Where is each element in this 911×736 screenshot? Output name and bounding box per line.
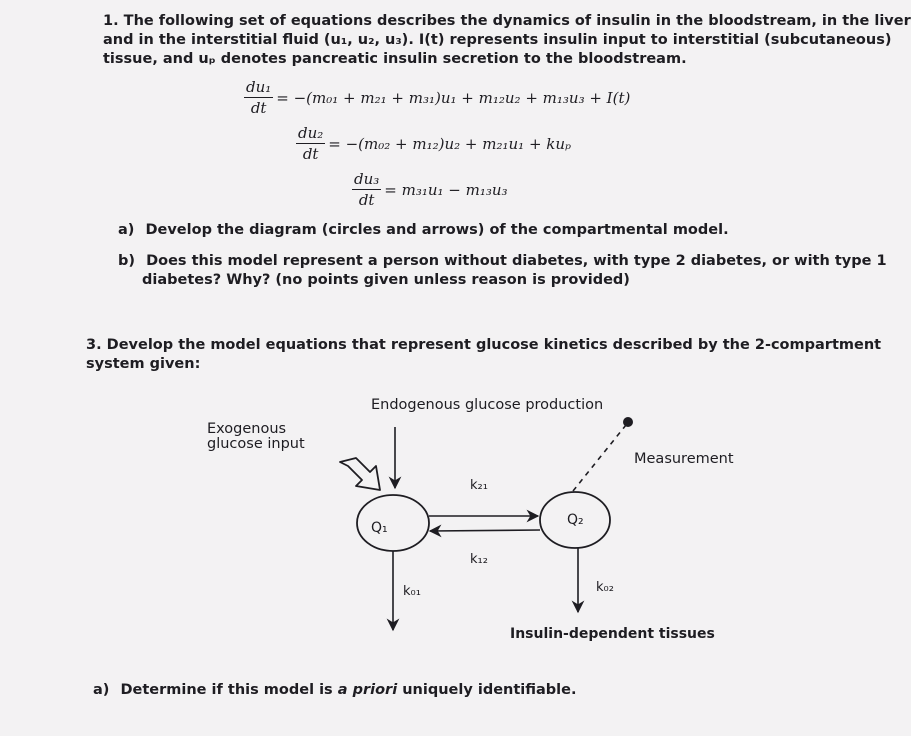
endogenous-label: Endogenous glucose production — [371, 397, 604, 413]
exogenous-input-arrow — [340, 458, 380, 490]
exogenous-label-line2: glucose input — [207, 436, 305, 452]
measurement-dot — [623, 417, 633, 427]
q1-number: 1. — [103, 13, 119, 29]
q3-part-a-italic: a priori — [337, 682, 398, 698]
q3-part-a-text-after: uniquely identifiable. — [397, 682, 577, 698]
q3-text-line2: system given: — [86, 356, 201, 372]
eq2-denominator: dt — [302, 145, 319, 163]
exogenous-label-line1: Exogenous — [207, 421, 287, 437]
eq1-numerator: du₁ — [246, 78, 272, 96]
q3-part-a-label: a) — [93, 682, 110, 698]
compartment-q1 — [357, 495, 429, 551]
q1-text-line1: The following set of equations describes the dynamics of insulin in the bloodstream, in the liver — [123, 13, 911, 29]
eq3-denominator: dt — [358, 191, 375, 209]
q3-text-line1: Develop the model equations that represent glucose kinetics described by the 2-compartment — [106, 337, 882, 353]
eq2-numerator: du₂ — [298, 124, 324, 142]
q3-number: 3. — [86, 337, 102, 353]
q1-part-b-label: b) — [118, 253, 136, 269]
measurement-dashed-line — [573, 425, 626, 491]
q1-text-line3: tissue, and uₚ denotes pancreatic insulin secretion to the bloodstream. — [103, 51, 687, 67]
eq1-denominator: dt — [250, 99, 267, 117]
q2-label: Q₂ — [567, 512, 584, 528]
q1-part-a-label: a) — [118, 222, 135, 238]
k21-label: k₂₁ — [470, 478, 488, 493]
q1-part-b-line1: Does this model represent a person without diabetes, with type 2 diabetes, or with type 1 — [146, 253, 887, 269]
q3-part-a — [93, 681, 576, 700]
q1-label: Q₁ — [371, 520, 388, 536]
k02-label: k₀₂ — [596, 580, 614, 595]
q3-part-a-text-before: Determine if this model is — [120, 682, 338, 698]
eq3-rhs: = m₃₁u₁ − m₁₃u₃ — [384, 180, 508, 199]
k01-label: k₀₁ — [403, 584, 421, 599]
k12-arrow — [430, 530, 540, 531]
eq2-rhs: = −(m₀₂ + m₁₂)u₂ + m₂₁u₁ + kuₚ — [328, 134, 572, 153]
eq1-rhs: = −(m₀₁ + m₂₁ + m₃₁)u₁ + m₁₂u₂ + m₁₃u₃ + I(t) — [276, 88, 631, 107]
q1-part-a-text: Develop the diagram (circles and arrows) of the compartmental model. — [145, 222, 729, 238]
exogenous-label — [207, 422, 305, 452]
insulin-tissues-label: Insulin-dependent tissues — [510, 626, 715, 642]
measurement-label: Measurement — [634, 451, 734, 467]
eq3-numerator: du₃ — [354, 170, 380, 188]
q1-part-b-line2: diabetes? Why? (no points given unless reason is provided) — [142, 272, 630, 288]
q1-text-line2: and in the interstitial fluid (u₁, u₂, u₃). I(t) represents insulin input to interstitial (subcutaneous) — [103, 32, 892, 48]
k12-label: k₁₂ — [470, 552, 488, 567]
